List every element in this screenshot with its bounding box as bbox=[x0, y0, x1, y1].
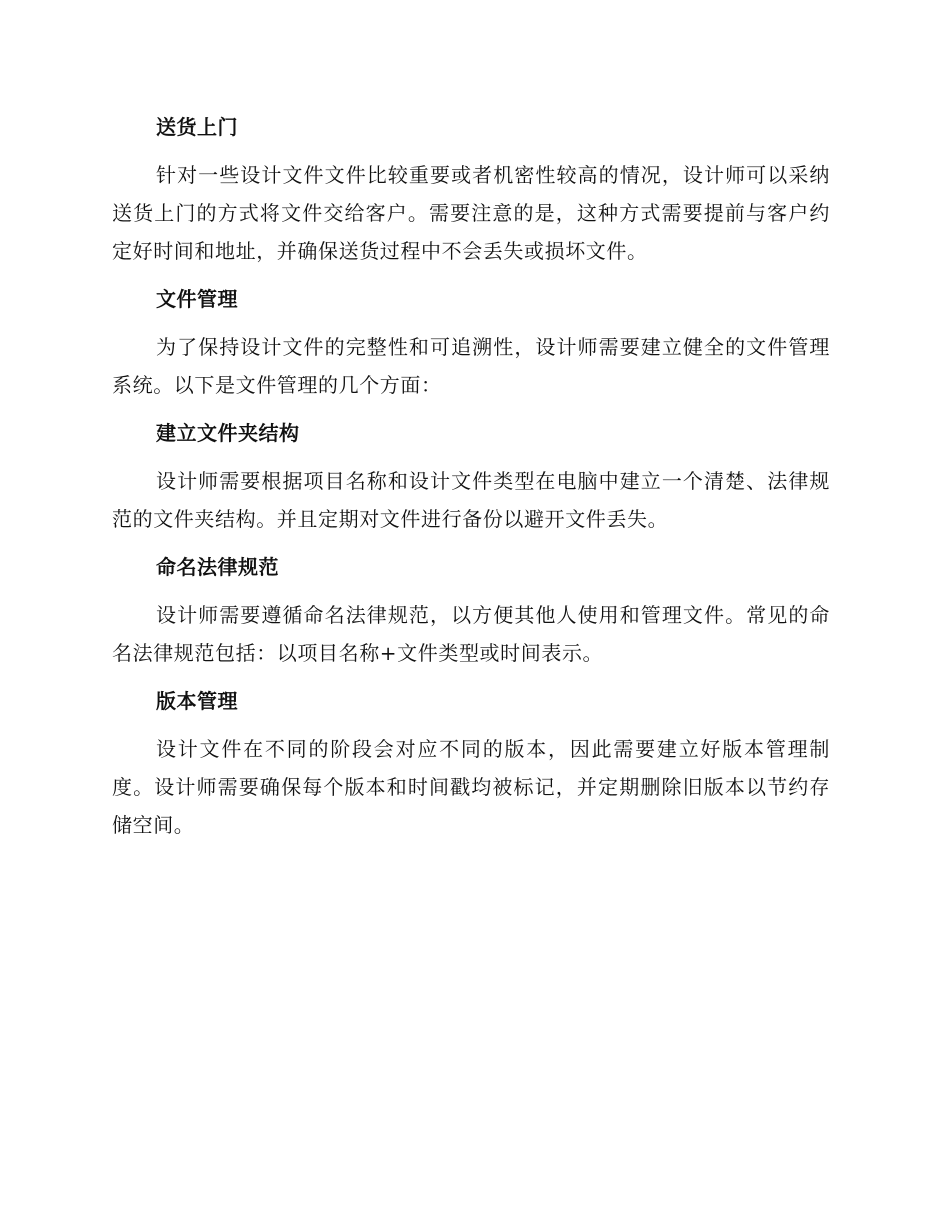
section-body-delivery: 针对一些设计文件文件比较重要或者机密性较高的情况，设计师可以采纳送货上门的方式将文件交给客户。需要注意的是，这种方式需要提前与客户约定好时间和地址，并确保送货过程中不会丢失或损坏文件。 bbox=[112, 163, 830, 263]
section-body-folder-structure: 设计师需要根据项目名称和设计文件类型在电脑中建立一个清楚、法律规范的文件夹结构。并且定期对文件进行备份以避开文件丢失。 bbox=[112, 469, 830, 531]
section-heading-version-management: 版本管理 bbox=[156, 689, 238, 713]
section-body-file-management: 为了保持设计文件的完整性和可追溯性，设计师需要建立健全的文件管理系统。以下是文件管理的几个方面： bbox=[112, 335, 830, 397]
section-heading-folder-structure: 建立文件夹结构 bbox=[156, 421, 300, 445]
section-body-version-management: 设计文件在不同的阶段会对应不同的版本，因此需要建立好版本管理制度。设计师需要确保每个版本和时间戳均被标记，并定期删除旧版本以节约存储空间。 bbox=[112, 737, 830, 837]
section-heading-naming-rules: 命名法律规范 bbox=[156, 555, 279, 579]
document-content bbox=[112, 108, 830, 854]
section-heading-delivery: 送货上门 bbox=[156, 115, 238, 139]
section-body-naming-rules: 设计师需要遵循命名法律规范，以方便其他人使用和管理文件。常见的命名法律规范包括：以项目名称+文件类型或时间表示。 bbox=[112, 603, 830, 665]
section-heading-file-management: 文件管理 bbox=[156, 287, 238, 311]
